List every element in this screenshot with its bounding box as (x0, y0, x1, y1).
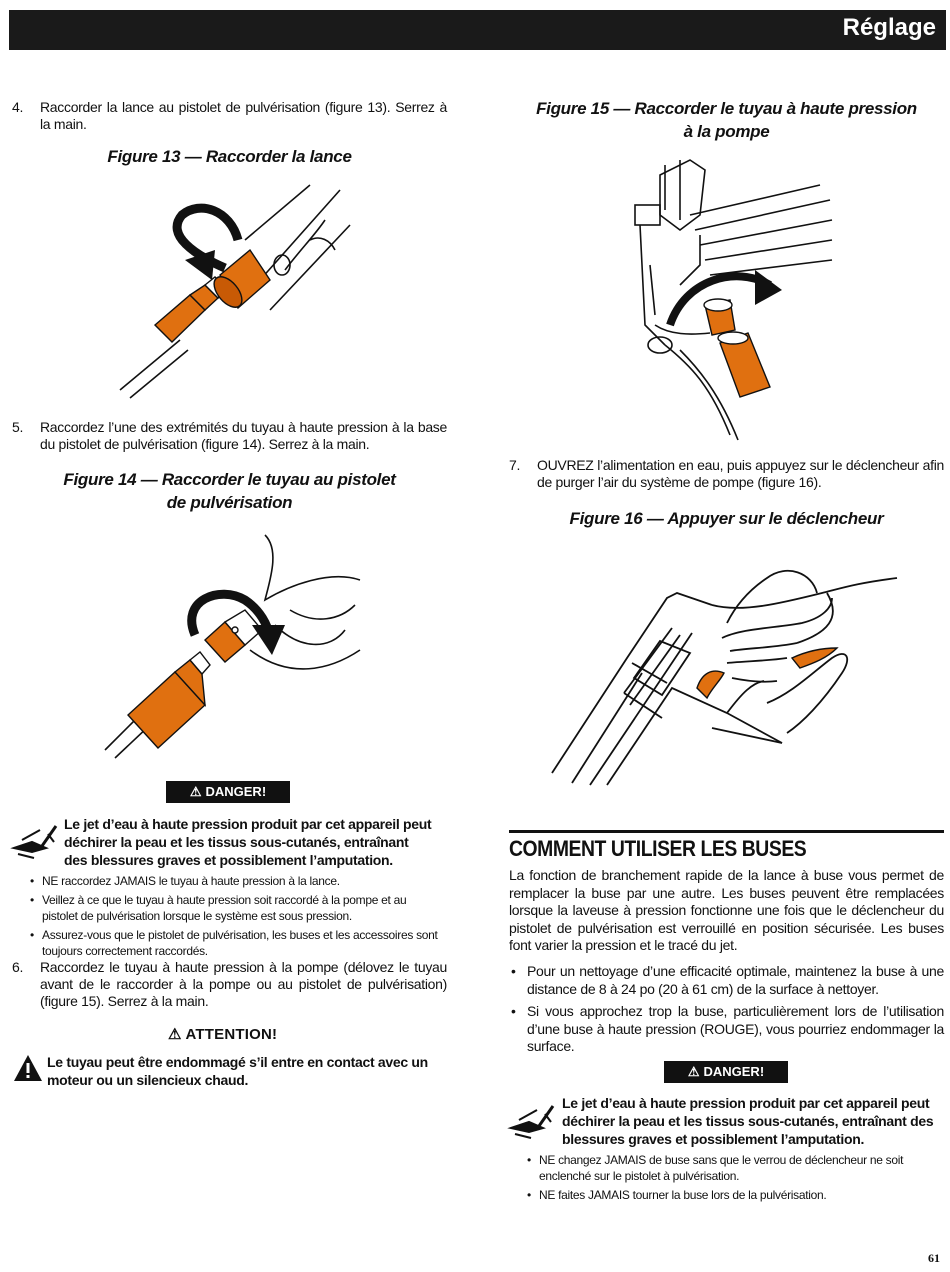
figure-13-title: Figure 13 — Raccorder la lance (107, 147, 352, 166)
step-number: 5. (12, 419, 24, 435)
list-item: • NE changez JAMAIS de buse sans que le verrou de déclencheur ne soit enclenché sur le pistolet à pulvérisation. (525, 1152, 940, 1184)
danger-badge (166, 781, 290, 803)
page-number: 61 (928, 1251, 940, 1265)
figure-14-title-line-2: de pulvérisation (166, 493, 293, 512)
step-text: Raccorder la lance au pistolet de pulvérisation (figure 13). Serrez à la main. (40, 99, 447, 132)
figure-13-illustration (110, 180, 350, 400)
hose-coupling (718, 332, 770, 397)
list-item: • NE raccordez JAMAIS le tuyau à haute pression à la lance. (28, 873, 440, 889)
danger-bullet-list (28, 873, 440, 962)
pump-inlet-fitting (704, 299, 735, 335)
page-section-title: Réglage (842, 14, 936, 41)
attention-label: ATTENTION! (185, 1026, 278, 1043)
section-heading: COMMENT UTILISER LES BUSES (509, 836, 807, 861)
list-item: • NE faites JAMAIS tourner la buse lors de la pulvérisation. (525, 1187, 940, 1203)
figure-14-title-line-1: Figure 14 — Raccorder le tuyau au pistolet (63, 470, 396, 489)
figure-15-title-line-2: à la pompe (683, 122, 770, 141)
list-item: • Veillez à ce que le tuyau à haute pression soit raccordé à la pompe et au pistolet de pulvérisation lorsque le système est sous pression. (28, 892, 440, 924)
danger-bullet-list (525, 1152, 940, 1206)
figure-14-illustration (100, 530, 370, 760)
danger-label: DANGER! (205, 784, 267, 799)
attention-warning-text: Le tuyau peut être endommagé s’il entre en contact avec un moteur ou un silencieux chaud. (47, 1054, 428, 1088)
figure-16-title: Figure 16 — Appuyer sur le déclencheur (569, 509, 884, 528)
gun-base-fitting (205, 610, 262, 662)
list-item: • Assurez-vous que le pistolet de pulvérisation, les buses et les accessoires sont toujours correctement raccordés. (28, 927, 440, 959)
hand-injection-hazard-icon (509, 1098, 555, 1144)
danger-label: DANGER! (703, 1064, 765, 1079)
hand-injection-hazard-icon (12, 818, 58, 864)
section-paragraph: La fonction de branchement rapide de la lance à buse vous permet de remplacer la buse par une autre. Les buses peuvent être remplacées lorsque la laveuse à pression fonctionne une fois que le déclencheur du pistolet de pulvérisation est verrouillé en position sécurisée. Les buses font varier la pression et le tracé du jet. (509, 867, 944, 953)
danger-badge (664, 1061, 788, 1083)
trigger (697, 648, 837, 698)
attention-heading (168, 1025, 277, 1043)
danger-warning-text: Le jet d’eau à haute pression produit par cet appareil peut déchirer la peau et les tissus sous-cutanés, entraînant des blessures graves et possiblement l’amputation. (562, 1095, 934, 1147)
step-text: Raccordez le tuyau à haute pression à la pompe (délovez le tuyau avant de le raccorder à la pompe ou au pistolet de pulvérisation) (figure 15). Serrez à la main. (40, 959, 447, 1009)
nozzle-tips-list (509, 963, 944, 1061)
danger-warning-text: Le jet d’eau à haute pression produit par cet appareil peut déchirer la peau et les tissus sous-cutanés, entraînant des blessures graves et possiblement l’amputation. (64, 816, 432, 868)
figure-16-illustration (552, 563, 902, 788)
step-number: 7. (509, 457, 521, 473)
exclamation-triangle-icon (12, 1053, 44, 1083)
figure-15-title-line-1: Figure 15 — Raccorder le tuyau à haute pression (536, 99, 917, 118)
section-divider (509, 830, 944, 833)
warning-triangle-icon: ⚠ (189, 784, 202, 799)
warning-triangle-icon: ⚠ (687, 1064, 700, 1079)
step-text: Raccordez l’une des extrémités du tuyau à haute pression à la base du pistolet de pulvérisation (figure 14). Serrez à la main. (40, 419, 447, 452)
list-item: • Si vous approchez trop la buse, particulièrement lors de l’utilisation d’une buse à haute pression (ROUGE), vous pourriez endommager la surface. (509, 1003, 944, 1056)
header-bar (9, 10, 946, 50)
step-number: 6. (12, 959, 24, 975)
step-number: 4. (12, 99, 24, 115)
warning-triangle-icon: ⚠ (168, 1026, 182, 1043)
figure-15-illustration (620, 155, 835, 440)
step-text: OUVREZ l’alimentation en eau, puis appuyez sur le déclencheur afin de purger l’air du système de pompe (figure 16). (537, 457, 944, 490)
list-item: • Pour un nettoyage d’une efficacité optimale, maintenez la buse à une distance de 8 à 24 po (20 à 61 cm) de la surface à nettoyer. (509, 963, 944, 998)
coupling-nut (209, 250, 270, 312)
